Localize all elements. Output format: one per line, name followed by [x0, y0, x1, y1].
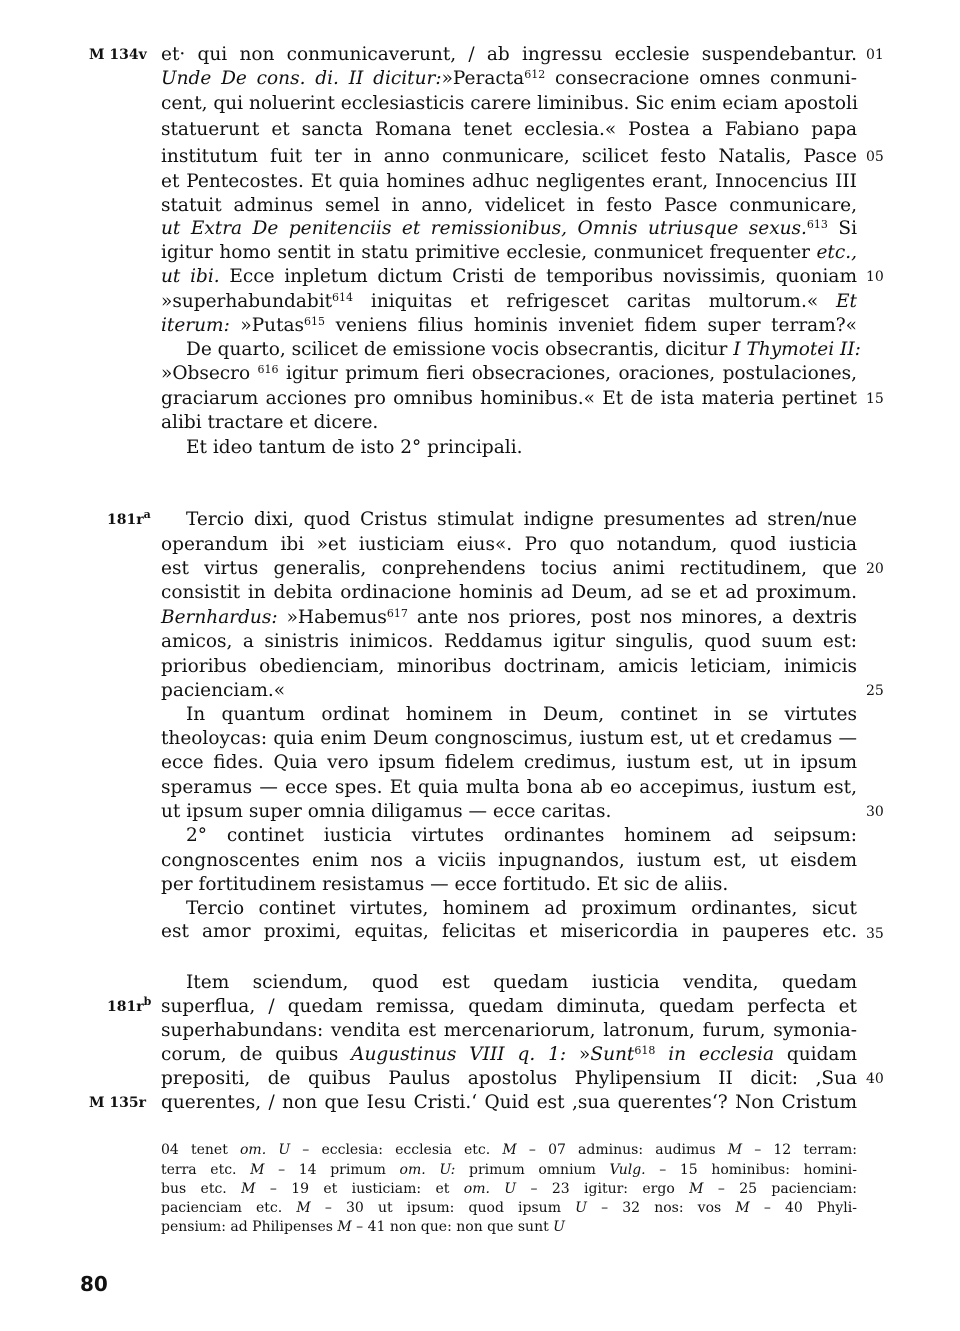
text-line: prepositi, de quibus Paulus apostolus Phylipensium II dicit: ‚Sua — [161, 1068, 857, 1089]
line-number: 05 — [866, 149, 884, 165]
text-line: superflua, / quedam remissa, quedam diminuta, quedam perfecta et — [161, 996, 857, 1017]
footnote-line: pacienciam etc. M – 30 ut ipsum: quod ipsum U – 32 nos: vos M – 40 Phyli- — [161, 1200, 857, 1216]
line-number: 30 — [866, 804, 884, 820]
text-line: statuit adminus semel in anno, videlicet in festo Pasce conmunicare, — [161, 195, 857, 216]
text-line: Item sciendum, quod est quedam iusticia vendita, quedam — [186, 972, 857, 993]
line-number: 20 — [866, 561, 884, 577]
text-line: ecce fides. Quia vero ipsum fidelem credimus, iustum est, ut in ipsum — [161, 752, 857, 773]
text-line: 2° continet iusticia virtutes ordinantes hominem ad seipsum: — [186, 825, 857, 846]
text-line: Tercio dixi, quod Cristus stimulat indigne presumentes ad stren/nue — [186, 509, 857, 530]
text-line: per fortitudinem resistamus — ecce fortitudo. Et sic de aliis. — [161, 874, 729, 895]
margin-folio-label: $181r^b$ — [107, 995, 152, 1015]
text-line: graciarum acciones pro omnibus hominibus.« Et de ista materia pertinet — [161, 388, 857, 409]
text-line: In quantum ordinat hominem in Deum, continet in se virtutes — [186, 704, 857, 725]
text-line: ut Extra De penitenciis et remissionibus, Omnis utriusque sexus.$^{613}$ Si — [161, 218, 857, 239]
text-line: Et ideo tantum de isto 2° principali. — [186, 437, 523, 458]
text-line: Bernhardus: »Habemus$^{617}$ ante nos priores, post nos minores, a dextris — [161, 607, 857, 628]
line-number: 25 — [866, 683, 884, 699]
line-number: 15 — [866, 391, 884, 407]
text-line: Tercio continet virtutes, hominem ad proximum ordinantes, sicut — [186, 898, 857, 919]
line-number: 10 — [866, 269, 884, 285]
footnote-line: bus etc. M – 19 et iusticiam: et om. U – 23 igitur: ergo M – 25 pacienciam: — [161, 1181, 857, 1197]
footnote-line: terra etc. M – 14 primum om. U: primum omnium Vulg. – 15 hominibus: homini- — [161, 1162, 857, 1178]
text-line: pacienciam.« — [161, 680, 286, 701]
text-line: igitur homo sentit in statu primitive ecclesie, conmunicet frequenter etc., — [161, 242, 857, 263]
text-line: »superhabundabit$^{614}$ iniquitas et refrigescet caritas multorum.« Et — [161, 291, 857, 312]
text-line: iterum: »Putas$^{615}$ veniens filius hominis inveniet fidem super terram?« — [161, 315, 857, 336]
line-number: 35 — [866, 926, 884, 942]
text-line: est virtus generalis, conprehendens tocius animi rectitudinem, que — [161, 558, 857, 579]
text-line: prioribus obedienciam, minoribus doctrinam, amicis leticiam, inimicis — [161, 656, 857, 677]
text-line: ut ipsum super omnia diligamus — ecce caritas. — [161, 801, 612, 822]
text-line: »Obsecro $^{616}$ igitur primum fieri obsecraciones, oraciones, postulaciones, — [161, 363, 858, 384]
margin-folio-label: M 134v — [89, 47, 147, 63]
line-number: 01 — [866, 47, 884, 63]
margin-folio-label: $181r^a$ — [107, 508, 151, 528]
text-line: speramus — ecce spes. Et quia multa bona ab eo accepimus, iustum est, — [161, 777, 857, 798]
text-line: theoloycas: quia enim Deum congnoscimus, iustum est, ut et credamus — — [161, 728, 857, 749]
page-number: 80 — [80, 1272, 108, 1296]
text-line: congnoscentes enim nos a viciis inpugnandos, iustum est, ut eisdem — [161, 850, 857, 871]
text-line: alibi tractare et dicere. — [161, 412, 379, 433]
text-line: et Pentecostes. Et quia homines adhuc negligentes erant, Innocencius III — [161, 171, 857, 192]
text-line: superhabundans: vendita est mercenariorum, latronum, furum, symonia- — [161, 1020, 857, 1041]
text-line: Unde De cons. di. II dicitur:»Peracta$^{612}$ consecracione omnes conmuni- — [161, 68, 857, 89]
text-line: et· qui non conmunicaverunt, / ab ingressu ecclesie suspendebantur. — [161, 44, 857, 65]
text-line: institutum fuit ter in anno conmunicare, scilicet festo Natalis, Pasce — [161, 146, 857, 167]
text-line: De quarto, scilicet de emissione vocis obsecrantis, dicitur I Thymotei II: — [186, 339, 861, 360]
text-line: consistit in debita ordinacione hominis ad Deum, ad se et ad proximum. — [161, 582, 857, 603]
text-line: operandum ibi »et iusticiam eius«. Pro quo notandum, quod iusticia — [161, 534, 857, 555]
text-line: ut ibi. Ecce inpletum dictum Cristi de temporibus novissimis, quoniam — [161, 266, 857, 287]
text-line: querentes, / non que Iesu Cristi.‘ Quid est ‚sua querentes‘? Non Cristum — [161, 1092, 857, 1113]
margin-folio-label: M 135r — [89, 1095, 146, 1111]
text-line: est amor proximi, equitas, felicitas et misericordia in pauperes etc. — [161, 921, 857, 942]
text-line: cent, qui noluerint ecclesiasticis carere liminibus. Sic enim eciam apostoli — [161, 93, 858, 114]
text-line: amicos, a sinistris inimicos. Reddamus igitur singulis, quod suum est: — [161, 631, 857, 652]
line-number: 40 — [866, 1071, 884, 1087]
text-line: statuerunt et sancta Romana tenet ecclesia.« Postea a Fabiano papa — [161, 119, 857, 140]
text-line: corum, de quibus Augustinus VIII q. 1: »Sunt$^{618}$ in ecclesia quidam — [161, 1044, 857, 1065]
footnote-line: 04 tenet om. U – ecclesia: ecclesia etc. M – 07 adminus: audimus M – 12 terram: — [161, 1142, 857, 1158]
footnote-line: pensium: ad Philipenses M – 41 non que: non que sunt U — [161, 1219, 565, 1235]
